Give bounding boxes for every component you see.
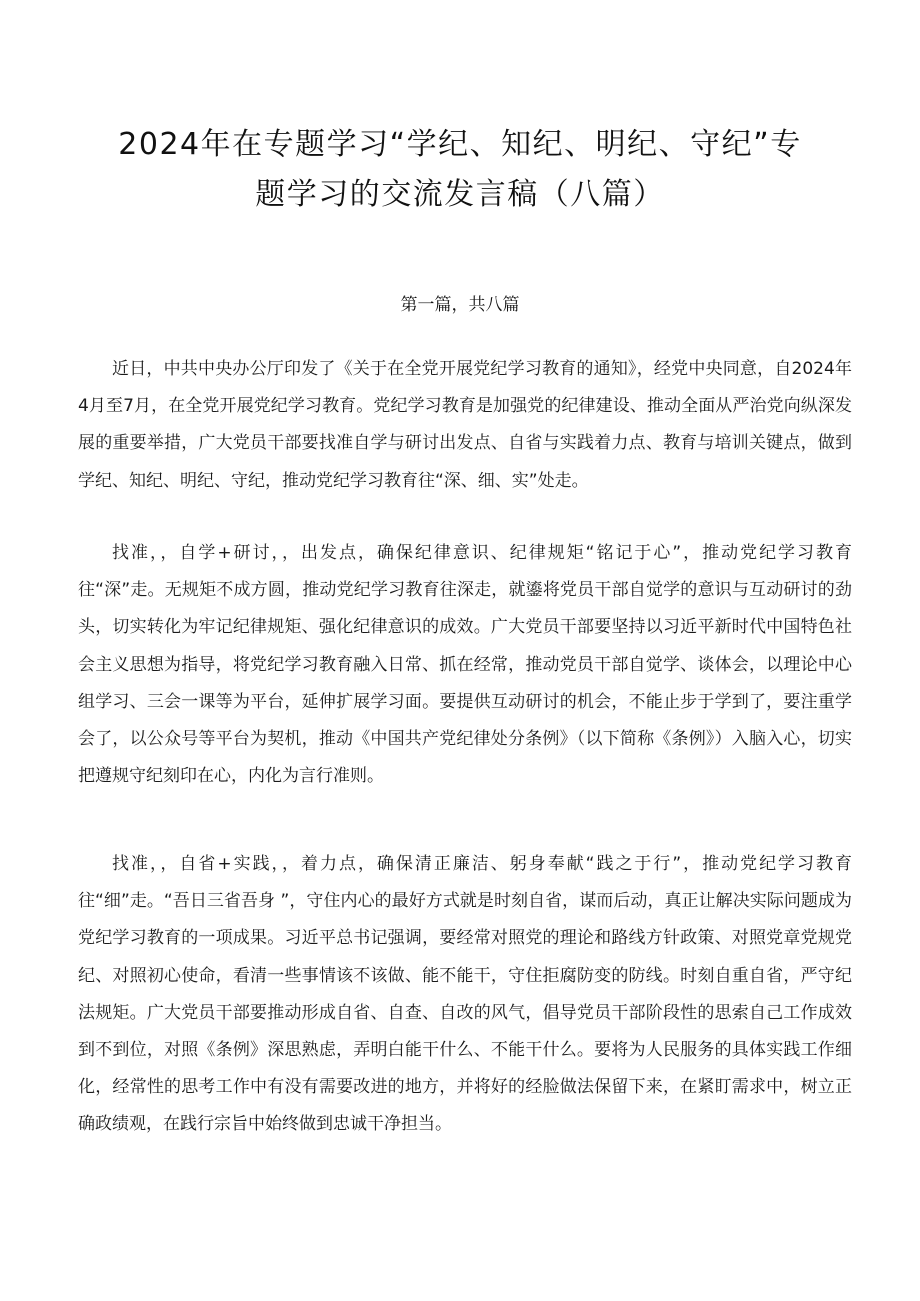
paragraph-2: 找准，，自学+研讨，，出发点，确保纪律意识、纪律规矩“铭记于心”，推动党纪学习教育往“深”走。无规矩不成方圆，推动党纪学习教育往深走，就鎏将党员干部自觉学的意识与互动研讨的劲头，切实转化为牢记纪律规矩、强化纪律意识的成效。广大党员干部要坚持以习近平新时代中国特色社会主义思想为指导，将党纪学习教育融入日常、抓在经常，推动党员干部自觉学、谈体会，以理论中心组学习、三会一课等为平台，延伸扩展学习面。要提供互动研讨的机会，不能止步于学到了，要注重学会了，以公众号等平台为契机，推动《中国共产党纪律处分条例》（以下简称《条例》）入脑入心，切实把遵规守纪刻印在心，内化为言行准则。 [78,543,852,787]
title-line-1: 2024年在专题学习“学纪、知纪、明纪、守纪”专 [118,127,802,162]
section-heading: 第一篇，共八篇 [400,295,520,315]
paragraph-3: 找准，，自省+实践，，着力点，确保清正廉洁、躬身奉献“践之于行”，推动党纪学习教育往“细”走。“吾日三省吾身 ”，守住内心的最好方式就是时刻自省，谋而后动，真正让解决实际问题成为党纪学习教育的一项成果。习近平总书记强调，要经常对照党的理论和路线方针政策、对照党章党规党纪、对照初心使命，看清一些事情该不该做、能不能干，守住拒腐防变的防线。时刻自重自省，严守纪法规矩。广大党员干部要推动形成自省、自查、自改的风气，倡导党员干部阶段性的思索自己工作成效到不到位，对照《条例》深思熟虑，弄明白能干什么、不能干什么。要将为人民服务的具体实践工作细化，经常性的思考工作中有没有需要改进的地方，并将好的经脸做法保留下来，在紧盯需求中，树立正确政绩观，在践行宗旨中始终做到忠诚干净担当。 [78,854,852,1135]
paragraph-1: 近日，中共中央办公厅印发了《关于在全党开展党纪学习教育的通知》，经党中央同意，自2024年4月至7月，在全党开展党纪学习教育。党纪学习教育是加强党的纪律建设、推动全面从严治党向纵深发展的重要举措，广大党员干部要找准自学与研讨出发点、自省与实践着力点、教育与培训关键点，做到学纪、知纪、明纪、守纪，推动党纪学习教育往“深、细、实”处走。 [78,359,852,491]
document-title [60,120,860,220]
title-line-2: 题学习的交流发言稿（八篇） [255,177,665,212]
